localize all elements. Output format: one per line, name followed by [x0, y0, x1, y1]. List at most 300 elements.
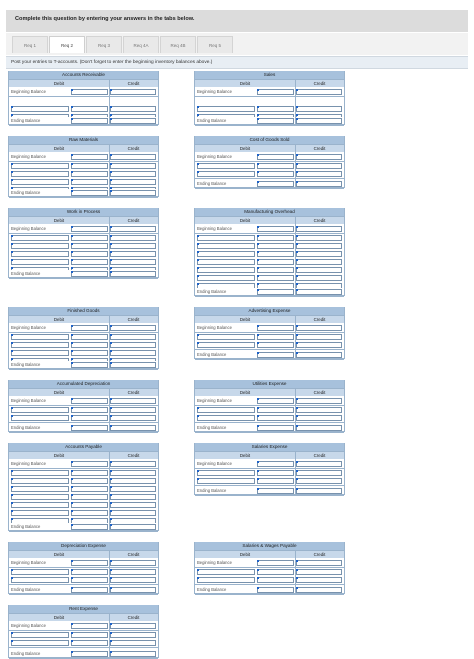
t-account-manufacturing-overhead	[194, 208, 345, 296]
beginning-credit-input[interactable]	[296, 325, 342, 331]
debit-amount-input[interactable]	[71, 334, 108, 340]
beginning-balance-row	[195, 460, 344, 469]
tab-req-1[interactable]: Req 1	[12, 36, 48, 53]
debit-amount-input[interactable]	[71, 510, 108, 516]
entry-select[interactable]	[197, 415, 255, 421]
entry-select[interactable]	[11, 478, 69, 484]
credit-header: Credit	[127, 552, 140, 557]
credit-select[interactable]	[110, 577, 156, 583]
debit-amount-input[interactable]	[257, 342, 294, 348]
t-account-work-in-process	[8, 208, 159, 278]
credit-select[interactable]	[296, 342, 342, 348]
credit-header: Credit	[127, 615, 140, 620]
tab-req-4b[interactable]: Req 4B	[160, 36, 196, 53]
beginning-balance-row	[9, 225, 158, 234]
ending-balance-label: Ending Balance	[11, 524, 41, 529]
entry-select[interactable]	[197, 267, 255, 273]
credit-select[interactable]	[110, 494, 156, 500]
credit-select[interactable]	[296, 569, 342, 575]
entry-select[interactable]	[11, 632, 69, 638]
debit-amount-input[interactable]	[71, 502, 108, 508]
t-account-divider	[109, 315, 110, 369]
credit-select[interactable]	[110, 106, 156, 112]
debit-header: Debit	[53, 317, 65, 322]
beginning-balance-input[interactable]	[71, 461, 108, 467]
entry-select[interactable]	[11, 251, 69, 257]
debit-amount-input[interactable]	[71, 243, 108, 249]
t-account-title: Salaries & Wages Payable	[195, 542, 344, 550]
t-account-title: Work in Process	[9, 208, 158, 216]
entry-select[interactable]	[11, 569, 69, 575]
credit-select[interactable]	[296, 275, 342, 281]
beginning-credit-input[interactable]	[110, 461, 156, 467]
credit-select[interactable]	[110, 632, 156, 638]
debit-amount-input[interactable]	[71, 415, 108, 421]
debit-amount-input[interactable]	[257, 243, 294, 249]
debit-amount-input[interactable]	[257, 106, 294, 112]
debit-amount-input[interactable]	[71, 171, 108, 177]
entry-select[interactable]	[11, 106, 69, 112]
debit-amount-input[interactable]	[257, 478, 294, 484]
entry-select[interactable]	[11, 259, 69, 265]
ending-balance-label: Ending Balance	[197, 425, 227, 430]
t-account-bottom-border	[195, 187, 344, 188]
column-header	[195, 79, 344, 87]
credit-header: Credit	[313, 146, 326, 151]
credit-select[interactable]	[110, 259, 156, 265]
entry-select[interactable]	[197, 407, 255, 413]
credit-select[interactable]	[296, 415, 342, 421]
beginning-balance-row	[195, 225, 344, 234]
beginning-balance-label: Beginning Balance	[11, 461, 46, 466]
credit-select[interactable]	[296, 407, 342, 413]
t-account-divider	[295, 216, 296, 296]
column-header	[9, 216, 158, 224]
debit-amount-input[interactable]	[71, 577, 108, 583]
question-header	[6, 10, 468, 32]
t-account-title: Rent Expense	[9, 605, 158, 613]
beginning-balance-input[interactable]	[257, 560, 294, 566]
t-account-bottom-border	[195, 295, 344, 296]
beginning-balance-input[interactable]	[257, 154, 294, 160]
debit-amount-input[interactable]	[71, 163, 108, 169]
entry-select[interactable]	[11, 470, 69, 476]
credit-header: Credit	[313, 317, 326, 322]
t-account-divider	[295, 451, 296, 495]
credit-select[interactable]	[110, 243, 156, 249]
beginning-balance-label: Beginning Balance	[197, 154, 232, 159]
t-account-bottom-border	[195, 431, 344, 432]
entry-select[interactable]	[197, 243, 255, 249]
t-account-bottom-border	[195, 124, 344, 125]
beginning-balance-label: Beginning Balance	[11, 89, 46, 94]
tab-req-4a[interactable]: Req 4A	[123, 36, 159, 53]
beginning-balance-label: Beginning Balance	[197, 461, 232, 466]
entry-select[interactable]	[197, 171, 255, 177]
column-header	[195, 216, 344, 224]
t-account-divider	[109, 388, 110, 432]
credit-select[interactable]	[110, 334, 156, 340]
entry-select[interactable]	[197, 334, 255, 340]
debit-amount-input[interactable]	[71, 494, 108, 500]
t-account-title: Finished Goods	[9, 307, 158, 315]
column-header	[9, 388, 158, 396]
beginning-balance-row	[195, 559, 344, 568]
beginning-balance-row	[9, 622, 158, 631]
beginning-balance-input[interactable]	[71, 226, 108, 232]
debit-amount-input[interactable]	[257, 251, 294, 257]
column-header	[9, 315, 158, 323]
entry-row	[9, 576, 158, 585]
beginning-balance-input[interactable]	[257, 89, 294, 95]
debit-header: Debit	[53, 390, 65, 395]
t-account-title: Accumulated Depreciation	[9, 380, 158, 388]
t-account-utilities-expense	[194, 380, 345, 432]
beginning-credit-input[interactable]	[296, 154, 342, 160]
credit-select[interactable]	[110, 640, 156, 646]
beginning-balance-row	[195, 153, 344, 162]
column-header	[195, 315, 344, 323]
beginning-balance-row	[195, 88, 344, 97]
credit-select[interactable]	[296, 478, 342, 484]
credit-select[interactable]	[110, 163, 156, 169]
debit-amount-input[interactable]	[71, 486, 108, 492]
debit-header: Debit	[53, 615, 65, 620]
entry-select[interactable]	[11, 179, 69, 185]
ending-balance-label: Ending Balance	[197, 181, 227, 186]
debit-amount-input[interactable]	[71, 407, 108, 413]
debit-amount-input[interactable]	[71, 342, 108, 348]
entry-row	[195, 414, 344, 423]
t-account-divider	[295, 388, 296, 432]
debit-amount-input[interactable]	[257, 235, 294, 241]
credit-select[interactable]	[110, 470, 156, 476]
debit-amount-input[interactable]	[71, 350, 108, 356]
beginning-balance-label: Beginning Balance	[11, 398, 46, 403]
credit-select[interactable]	[296, 251, 342, 257]
debit-header: Debit	[53, 218, 65, 223]
beginning-credit-input[interactable]	[296, 560, 342, 566]
credit-select[interactable]	[110, 350, 156, 356]
beginning-balance-label: Beginning Balance	[197, 89, 232, 94]
credit-header: Credit	[127, 390, 140, 395]
t-account-sales	[194, 71, 345, 125]
credit-select[interactable]	[110, 478, 156, 484]
entry-select[interactable]	[11, 243, 69, 249]
question-header-text: Complete this question by entering your answers in the tabs below.	[15, 16, 195, 22]
entry-select[interactable]	[11, 415, 69, 421]
t-account-bottom-border	[195, 358, 344, 359]
column-header	[9, 144, 158, 152]
credit-select[interactable]	[110, 569, 156, 575]
debit-header: Debit	[53, 453, 65, 458]
entry-select[interactable]	[11, 334, 69, 340]
t-account-bottom-border	[195, 593, 344, 594]
debit-amount-input[interactable]	[257, 163, 294, 169]
beginning-credit-input[interactable]	[110, 325, 156, 331]
beginning-balance-label: Beginning Balance	[11, 623, 46, 628]
t-account-salaries-wages-payable	[194, 542, 345, 594]
credit-header: Credit	[313, 218, 326, 223]
t-account-divider	[109, 144, 110, 197]
credit-select[interactable]	[296, 577, 342, 583]
t-account-bottom-border	[9, 431, 158, 432]
column-header	[195, 550, 344, 558]
entry-select[interactable]	[197, 251, 255, 257]
beginning-balance-row	[9, 88, 158, 97]
entry-select[interactable]	[197, 470, 255, 476]
t-account-accounts-payable	[8, 443, 159, 531]
beginning-balance-input[interactable]	[71, 154, 108, 160]
credit-select[interactable]	[296, 334, 342, 340]
debit-amount-input[interactable]	[257, 334, 294, 340]
debit-amount-input[interactable]	[257, 259, 294, 265]
entry-row	[195, 170, 344, 179]
beginning-credit-input[interactable]	[296, 398, 342, 404]
credit-select[interactable]	[110, 342, 156, 348]
beginning-balance-input[interactable]	[71, 398, 108, 404]
entry-select[interactable]	[11, 235, 69, 241]
t-account-bottom-border	[9, 277, 158, 278]
t-account-bottom-border	[9, 530, 158, 531]
t-account-accumulated-depreciation	[8, 380, 159, 432]
beginning-balance-row	[195, 397, 344, 406]
beginning-balance-input[interactable]	[71, 560, 108, 566]
column-header	[9, 550, 158, 558]
t-account-accounts-receivable	[8, 71, 159, 125]
debit-header: Debit	[239, 453, 251, 458]
ending-balance-label: Ending Balance	[197, 352, 227, 357]
t-account-divider	[295, 550, 296, 594]
debit-amount-input[interactable]	[71, 478, 108, 484]
beginning-balance-label: Beginning Balance	[11, 325, 46, 330]
instructions-text: Post your entries to T-accounts. (Don't forget to enter the beginning inventory balances above.)	[11, 59, 213, 65]
beginning-balance-input[interactable]	[71, 325, 108, 331]
credit-select[interactable]	[296, 235, 342, 241]
debit-header: Debit	[53, 146, 65, 151]
credit-select[interactable]	[110, 415, 156, 421]
entry-row	[195, 576, 344, 585]
t-account-raw-materials	[8, 136, 159, 197]
debit-amount-input[interactable]	[71, 259, 108, 265]
entry-select[interactable]	[197, 275, 255, 281]
instructions-bar	[6, 56, 468, 69]
t-account-title: Cost of Goods Sold	[195, 136, 344, 144]
column-header	[195, 388, 344, 396]
t-account-bottom-border	[9, 368, 158, 369]
beginning-balance-input[interactable]	[257, 325, 294, 331]
beginning-credit-input[interactable]	[110, 623, 156, 629]
credit-header: Credit	[127, 81, 140, 86]
t-account-title: Depreciation Expense	[9, 542, 158, 550]
t-account-bottom-border	[9, 196, 158, 197]
debit-amount-input[interactable]	[71, 640, 108, 646]
t-account-title: Manufacturing Overhead	[195, 208, 344, 216]
tab-req-2[interactable]: Req 2	[49, 36, 85, 53]
credit-select[interactable]	[296, 470, 342, 476]
beginning-balance-row	[9, 460, 158, 469]
debit-amount-input[interactable]	[257, 569, 294, 575]
debit-amount-input[interactable]	[257, 415, 294, 421]
beginning-balance-row	[9, 397, 158, 406]
credit-select[interactable]	[296, 267, 342, 273]
beginning-balance-input[interactable]	[71, 89, 108, 95]
beginning-balance-row	[9, 324, 158, 333]
debit-amount-input[interactable]	[257, 267, 294, 273]
beginning-balance-row	[9, 559, 158, 568]
debit-amount-input[interactable]	[71, 179, 108, 185]
credit-select[interactable]	[296, 259, 342, 265]
entry-select[interactable]	[197, 259, 255, 265]
beginning-credit-input[interactable]	[296, 226, 342, 232]
entry-select[interactable]	[11, 502, 69, 508]
t-account-title: Raw Materials	[9, 136, 158, 144]
beginning-balance-label: Beginning Balance	[197, 226, 232, 231]
ending-balance-label: Ending Balance	[197, 289, 227, 294]
credit-header: Credit	[313, 81, 326, 86]
debit-amount-input[interactable]	[257, 275, 294, 281]
credit-select[interactable]	[110, 407, 156, 413]
entry-select[interactable]	[11, 171, 69, 177]
entry-select[interactable]	[197, 235, 255, 241]
beginning-credit-input[interactable]	[110, 560, 156, 566]
credit-select[interactable]	[110, 510, 156, 516]
beginning-balance-label: Beginning Balance	[197, 398, 232, 403]
column-header	[9, 613, 158, 621]
t-account-divider	[109, 79, 110, 125]
beginning-credit-input[interactable]	[110, 154, 156, 160]
column-header	[195, 451, 344, 459]
ending-balance-label: Ending Balance	[11, 271, 41, 276]
beginning-balance-label: Beginning Balance	[197, 560, 232, 565]
beginning-balance-input[interactable]	[257, 461, 294, 467]
tab-req-3[interactable]: Req 3	[86, 36, 122, 53]
t-account-divider	[109, 216, 110, 278]
entry-select[interactable]	[11, 640, 69, 646]
requirement-tabs	[6, 33, 468, 55]
t-account-title: Salaries Expense	[195, 443, 344, 451]
entry-select[interactable]	[11, 494, 69, 500]
credit-select[interactable]	[110, 235, 156, 241]
debit-header: Debit	[239, 317, 251, 322]
ending-balance-label: Ending Balance	[197, 118, 227, 123]
ending-balance-label: Ending Balance	[197, 488, 227, 493]
tab-req-5[interactable]: Req 5	[197, 36, 233, 53]
t-account-title: Utilities Expense	[195, 380, 344, 388]
beginning-credit-input[interactable]	[296, 461, 342, 467]
t-account-title: Advertising Expense	[195, 307, 344, 315]
debit-amount-input[interactable]	[257, 407, 294, 413]
debit-header: Debit	[239, 81, 251, 86]
credit-header: Credit	[127, 146, 140, 151]
beginning-balance-row	[195, 324, 344, 333]
debit-amount-input[interactable]	[257, 577, 294, 583]
credit-select[interactable]	[110, 171, 156, 177]
t-account-cost-of-goods-sold	[194, 136, 345, 188]
debit-amount-input[interactable]	[71, 106, 108, 112]
t-account-salaries-expense	[194, 443, 345, 495]
ending-balance-label: Ending Balance	[11, 190, 41, 195]
t-account-title: Accounts Receivable	[9, 71, 158, 79]
entry-select[interactable]	[197, 342, 255, 348]
beginning-credit-input[interactable]	[110, 89, 156, 95]
beginning-balance-label: Beginning Balance	[11, 154, 46, 159]
entry-select[interactable]	[197, 577, 255, 583]
beginning-balance-label: Beginning Balance	[11, 226, 46, 231]
entry-select[interactable]	[11, 350, 69, 356]
entry-select[interactable]	[197, 106, 255, 112]
beginning-balance-input[interactable]	[71, 623, 108, 629]
debit-amount-input[interactable]	[257, 171, 294, 177]
credit-header: Credit	[313, 390, 326, 395]
ending-balance-label: Ending Balance	[197, 587, 227, 592]
debit-amount-input[interactable]	[71, 632, 108, 638]
entry-select[interactable]	[11, 577, 69, 583]
entry-select[interactable]	[11, 407, 69, 413]
credit-select[interactable]	[110, 486, 156, 492]
ending-balance-label: Ending Balance	[11, 362, 41, 367]
debit-amount-input[interactable]	[257, 470, 294, 476]
beginning-balance-input[interactable]	[257, 226, 294, 232]
credit-select[interactable]	[296, 163, 342, 169]
t-account-bottom-border	[9, 124, 158, 125]
credit-select[interactable]	[296, 171, 342, 177]
debit-amount-input[interactable]	[71, 470, 108, 476]
t-account-title: Accounts Payable	[9, 443, 158, 451]
credit-select[interactable]	[110, 179, 156, 185]
t-account-finished-goods	[8, 307, 159, 369]
entry-row	[9, 414, 158, 423]
credit-select[interactable]	[110, 251, 156, 257]
debit-header: Debit	[53, 552, 65, 557]
beginning-credit-input[interactable]	[296, 89, 342, 95]
debit-amount-input[interactable]	[71, 251, 108, 257]
debit-header: Debit	[239, 552, 251, 557]
beginning-credit-input[interactable]	[110, 226, 156, 232]
beginning-credit-input[interactable]	[110, 398, 156, 404]
entry-row	[195, 341, 344, 350]
t-account-rent-expense	[8, 605, 159, 658]
entry-select[interactable]	[11, 510, 69, 516]
credit-select[interactable]	[296, 106, 342, 112]
debit-header: Debit	[239, 390, 251, 395]
entry-select[interactable]	[11, 163, 69, 169]
credit-header: Credit	[313, 552, 326, 557]
entry-select[interactable]	[197, 163, 255, 169]
debit-header: Debit	[239, 146, 251, 151]
credit-header: Credit	[127, 453, 140, 458]
credit-select[interactable]	[296, 243, 342, 249]
column-header	[9, 451, 158, 459]
t-account-title: Sales	[195, 71, 344, 79]
entry-select[interactable]	[197, 478, 255, 484]
entry-select[interactable]	[11, 342, 69, 348]
debit-header: Debit	[239, 218, 251, 223]
t-account-depreciation-expense	[8, 542, 159, 594]
entry-select[interactable]	[197, 569, 255, 575]
credit-select[interactable]	[110, 502, 156, 508]
debit-amount-input[interactable]	[71, 235, 108, 241]
debit-header: Debit	[53, 81, 65, 86]
debit-amount-input[interactable]	[71, 569, 108, 575]
entry-select[interactable]	[11, 486, 69, 492]
t-account-divider	[109, 550, 110, 594]
t-account-divider	[109, 451, 110, 531]
credit-header: Credit	[313, 453, 326, 458]
beginning-balance-input[interactable]	[257, 398, 294, 404]
beginning-balance-label: Beginning Balance	[11, 560, 46, 565]
ending-balance-label: Ending Balance	[11, 651, 41, 656]
